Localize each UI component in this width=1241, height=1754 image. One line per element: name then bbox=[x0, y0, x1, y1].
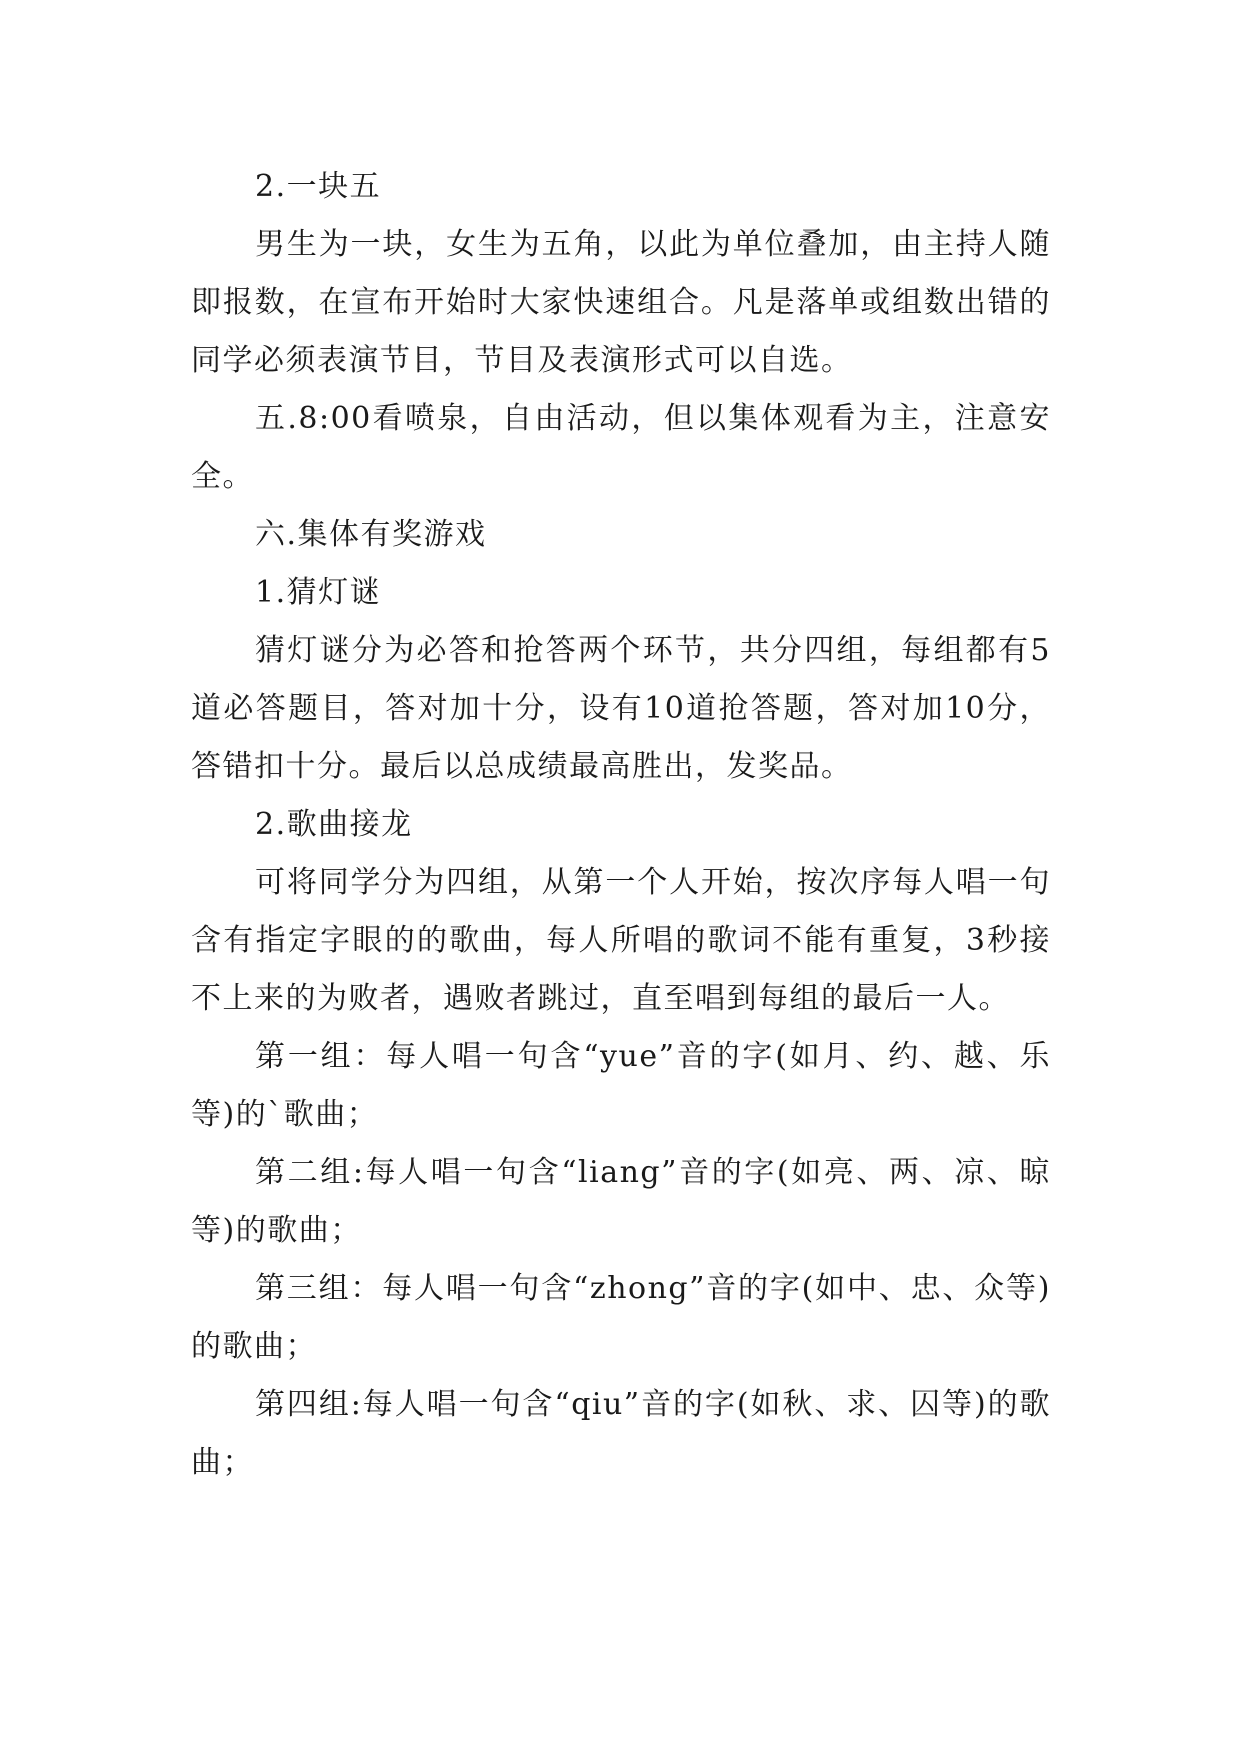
list-item-group-2: 第二组:每人唱一句含“liang”音的字(如亮、两、凉、晾等)的歌曲； bbox=[191, 1155, 1051, 1248]
section-heading-yikuaiwu: 2.一块五 bbox=[255, 169, 382, 204]
list-item-group-3: 第三组：每人唱一句含“zhong”音的字(如中、忠、众等)的歌曲； bbox=[191, 1271, 1051, 1364]
paragraph-riddles-rules: 猜灯谜分为必答和抢答两个环节，共分四组，每组都有5道必答题目，答对加十分，设有10道抢答题，答对加10分，答错扣十分。最后以总成绩最高胜出，发奖品。 bbox=[191, 633, 1051, 784]
document-body bbox=[191, 158, 1051, 1492]
list-item-group-4: 第四组:每人唱一句含“qiu”音的字(如秋、求、囚等)的歌曲； bbox=[191, 1387, 1051, 1480]
list-item-group-1: 第一组：每人唱一句含“yue”音的字(如月、约、越、乐等)的`歌曲； bbox=[191, 1039, 1051, 1132]
paragraph-yikuaiwu-rules: 男生为一块，女生为五角，以此为单位叠加，由主持人随即报数，在宣布开始时大家快速组合。凡是落单或组数出错的同学必须表演节目，节目及表演形式可以自选。 bbox=[191, 227, 1051, 378]
section-heading-riddles: 1.猜灯谜 bbox=[255, 575, 382, 610]
section-heading-games: 六.集体有奖游戏 bbox=[255, 517, 487, 552]
paragraph-fountain: 五.8:00看喷泉，自由活动，但以集体观看为主，注意安全。 bbox=[191, 401, 1051, 494]
paragraph-song-relay-rules: 可将同学分为四组，从第一个人开始，按次序每人唱一句含有指定字眼的的歌曲，每人所唱的歌词不能有重复，3秒接不上来的为败者，遇败者跳过，直至唱到每组的最后一人。 bbox=[191, 865, 1051, 1016]
section-heading-song-relay: 2.歌曲接龙 bbox=[255, 807, 413, 842]
